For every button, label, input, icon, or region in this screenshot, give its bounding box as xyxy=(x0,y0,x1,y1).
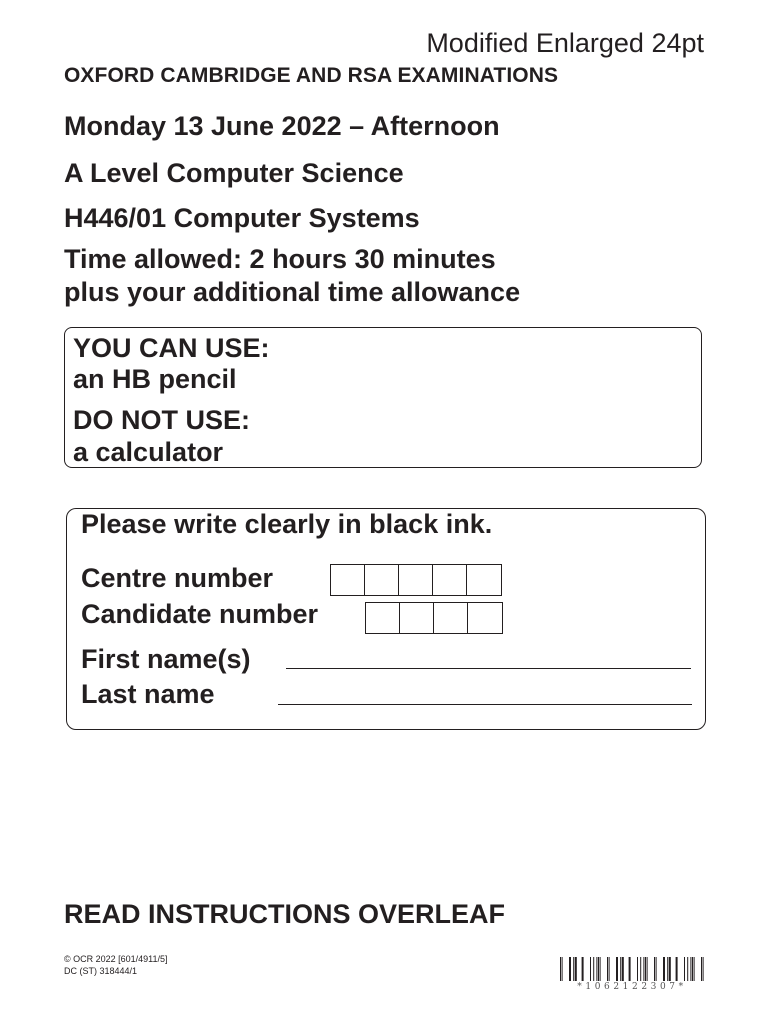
barcode-bar xyxy=(643,957,644,981)
candidate-number-label: Candidate number xyxy=(81,599,319,629)
barcode-bar xyxy=(637,957,638,981)
barcode-bar xyxy=(701,957,702,981)
digit-box[interactable] xyxy=(366,603,400,633)
barcode-bar xyxy=(590,957,591,981)
barcode-bar xyxy=(684,957,685,981)
do-not-use-item: a calculator xyxy=(73,437,224,467)
barcode-bar xyxy=(573,957,574,981)
barcode-bar xyxy=(656,957,657,981)
barcode-bar xyxy=(582,957,584,981)
digit-box[interactable] xyxy=(433,565,467,595)
barcode-bar xyxy=(598,957,599,981)
candidate-number-grid[interactable] xyxy=(365,602,503,634)
digit-box[interactable] xyxy=(365,565,399,595)
candidate-details-box xyxy=(66,508,706,730)
barcode-bar xyxy=(607,957,608,981)
first-name-label: First name(s) xyxy=(81,644,251,674)
do-not-use-heading: DO NOT USE: xyxy=(73,405,251,435)
barcode-bar xyxy=(593,957,594,981)
barcode-bar xyxy=(616,957,618,981)
barcode-bar xyxy=(663,957,665,981)
barcode-bar xyxy=(575,957,577,981)
barcode-bar xyxy=(622,957,624,981)
equipment-box xyxy=(64,327,702,468)
barcode-bar xyxy=(629,957,631,981)
barcode-bar xyxy=(647,957,648,981)
barcode-bar xyxy=(654,957,655,981)
dc-code: DC (ST) 318444/1 xyxy=(64,966,138,976)
barcode-bar xyxy=(569,957,571,981)
exam-date: Monday 13 June 2022 – Afternoon xyxy=(64,111,500,141)
time-allowed: Time allowed: 2 hours 30 minutes xyxy=(64,244,496,274)
barcode-bar xyxy=(687,957,688,981)
barcode-bar xyxy=(640,957,641,981)
barcode-bar xyxy=(692,957,693,981)
barcode-bar xyxy=(600,957,601,981)
barcode-bar xyxy=(703,957,704,981)
time-allowance-note: plus your additional time allowance xyxy=(64,277,521,307)
barcode-bar xyxy=(645,957,646,981)
barcode-bar xyxy=(596,957,597,981)
exam-board: OXFORD CAMBRIDGE AND RSA EXAMINATIONS xyxy=(64,64,559,87)
format-label: Modified Enlarged 24pt xyxy=(426,28,704,58)
barcode-bar xyxy=(620,957,621,981)
digit-box[interactable] xyxy=(399,565,433,595)
qualification-title: A Level Computer Science xyxy=(64,158,404,188)
barcode-bar xyxy=(694,957,695,981)
barcode-bar xyxy=(562,957,563,981)
barcode-bar xyxy=(609,957,610,981)
last-name-label: Last name xyxy=(81,679,215,709)
barcode-bar xyxy=(560,957,561,981)
barcode-bar xyxy=(690,957,691,981)
barcode-bar xyxy=(667,957,668,981)
can-use-item: an HB pencil xyxy=(73,364,237,394)
paper-code: H446/01 Computer Systems xyxy=(64,203,420,233)
ink-instruction: Please write clearly in black ink. xyxy=(81,509,493,539)
digit-box[interactable] xyxy=(468,603,502,633)
digit-box[interactable] xyxy=(434,603,468,633)
centre-number-grid[interactable] xyxy=(330,564,502,596)
barcode-bar xyxy=(676,957,678,981)
copyright-block xyxy=(64,953,168,977)
can-use-heading: YOU CAN USE: xyxy=(73,333,270,363)
copyright-text: © OCR 2022 [601/4911/5] xyxy=(64,954,168,964)
last-name-line[interactable] xyxy=(278,704,692,705)
centre-number-label: Centre number xyxy=(81,563,274,593)
first-name-line[interactable] xyxy=(286,668,691,669)
digit-box[interactable] xyxy=(400,603,434,633)
barcode-number: *1062122307* xyxy=(577,982,687,992)
read-instructions-notice: READ INSTRUCTIONS OVERLEAF xyxy=(64,899,506,929)
barcode-bar xyxy=(669,957,671,981)
digit-box[interactable] xyxy=(331,565,365,595)
digit-box[interactable] xyxy=(467,565,501,595)
